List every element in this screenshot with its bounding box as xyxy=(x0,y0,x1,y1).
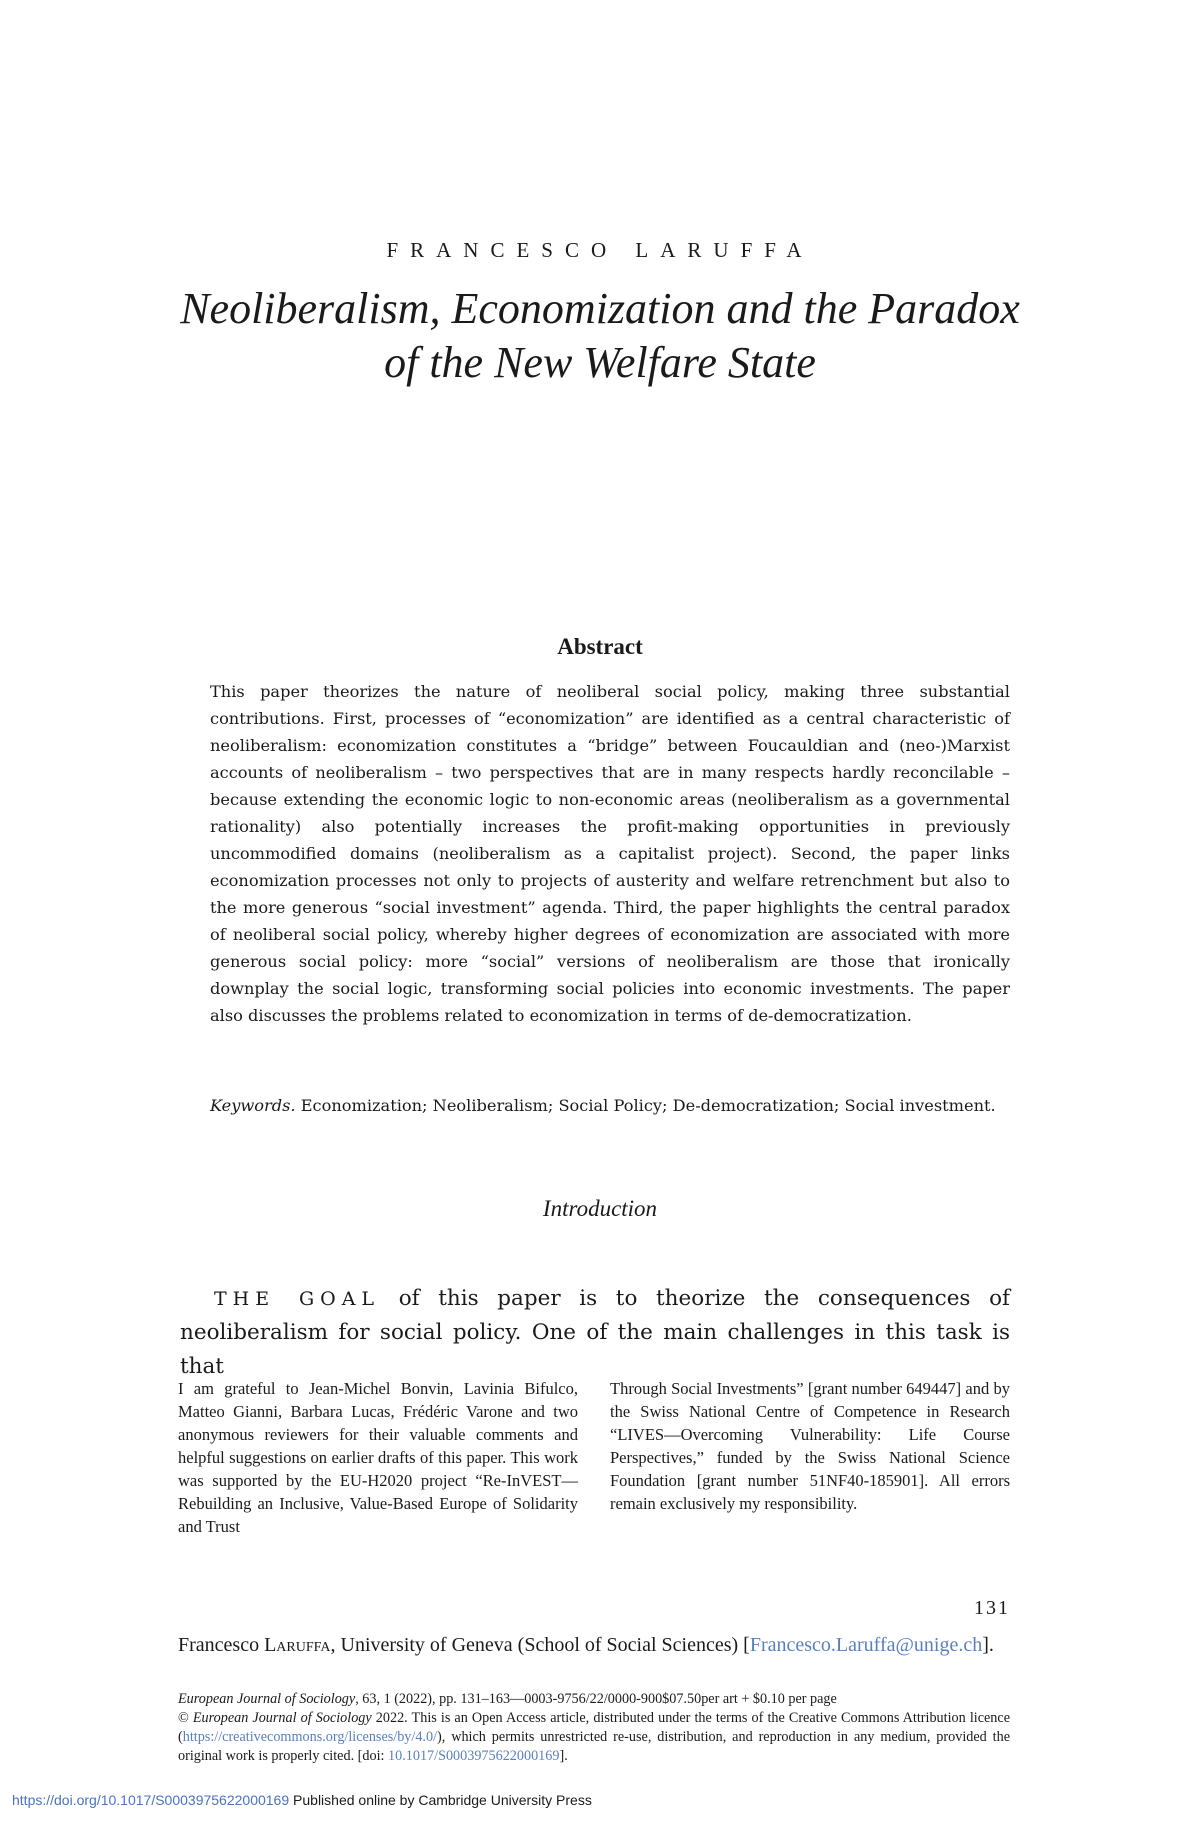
author-name: FRANCESCO LARUFFA xyxy=(386,238,814,262)
affiliation-institution: , University of Geneva (School of Social Sciences) [ xyxy=(330,1634,750,1656)
author-affiliation xyxy=(178,1631,1018,1659)
keywords xyxy=(210,1092,1010,1119)
license-rest: ), which permits unrestricted re-use, distribution, and reproduction in any medium, provided the original work is properly cited. [doi: xyxy=(178,1729,1010,1764)
title-line-1: Neoliberalism, Economization and the Paradox xyxy=(180,284,1020,333)
author-email-link[interactable]: Francesco.Laruffa@unige.ch xyxy=(749,1634,983,1656)
journal-info xyxy=(178,1690,1010,1766)
introduction-paragraph xyxy=(180,1282,1010,1384)
footnote-right-column: Through Social Investments” [grant number 649447] and by the Swiss National Centre of Competence in Research “LIVES—Overcoming Vulnerability: Life Course Perspectives,” funded by the Swiss National Science Foundation [grant number 51NF40-185901]. All errors remain exclusively my responsibility. xyxy=(610,1379,1010,1513)
keywords-list: Economization; Neoliberalism; Social Policy; De-democratization; Social investment. xyxy=(300,1096,996,1115)
abstract-heading: Abstract xyxy=(557,634,643,659)
footer-published: Published online by Cambridge University Press xyxy=(289,1792,592,1808)
doi-link[interactable]: 10.1017/S0003975622000169 xyxy=(388,1748,560,1764)
keywords-label: Keywords. xyxy=(210,1096,296,1115)
lead-words: THE GOAL xyxy=(214,1288,381,1310)
introduction-text: of this paper is to theorize the consequences of neoliberalism for social policy. One of the main challenges in this task is that xyxy=(180,1286,1010,1379)
footnote-left-column: I am grateful to Jean-Michel Bonvin, Lavinia Bifulco, Matteo Gianni, Barbara Lucas, Frédéric Varone and two anonymous reviewers for their valuable comments and helpful suggestions on earlier drafts of this paper. This work was supported by the EU-H2020 project “Re-InVEST—Rebuilding an Inclusive, Value-Based Europe of Solidarity and Trust xyxy=(178,1379,578,1536)
doi-close: ]. xyxy=(559,1748,568,1764)
abstract-text: This paper theorizes the nature of neoliberal social policy, making three substantial contributions. First, processes of “economization” are identified as a central characteristic of neoliberalism: economization constitutes a “bridge” between Foucauldian and (neo-)Marxist accounts of neoliberalism – two perspectives that are in many respects hardly reconcilable – because extending the economic logic to non-economic areas (neoliberalism as a governmental rationality) also potentially increases the profit-making opportunities in previously uncommodified domains (neoliberalism as a capitalist project). Second, the paper links economization processes not only to projects of austerity and welfare retrenchment but also to the more generous “social investment” agenda. Third, the paper highlights the central paradox of neoliberal social policy, whereby higher degrees of economization are associated with more generous social policy: more “social” versions of neoliberalism are those that ironically downplay the social logic, transforming social policies into economic investments. The paper also discusses the problems related to economization in terms of de-democratization. xyxy=(210,682,1010,1025)
affiliation-first-name: Francesco xyxy=(178,1634,260,1656)
license-link[interactable]: https://creativecommons.org/licenses/by/4.0/ xyxy=(182,1729,438,1745)
footer-doi-link[interactable]: https://doi.org/10.1017/S0003975622000169 xyxy=(12,1792,290,1808)
paper-title xyxy=(0,282,1200,390)
introduction-heading: Introduction xyxy=(542,1196,658,1221)
title-line-2: of the New Welfare State xyxy=(384,338,816,387)
journal-name: European Journal of Sociology xyxy=(178,1691,356,1707)
page-number: 131 xyxy=(974,1597,1010,1619)
journal-citation: , 63, 1 (2022), pp. 131–163—0003-9756/22/0000-900$07.50per art + $0.10 per page xyxy=(355,1691,837,1707)
affiliation-close: ]. xyxy=(982,1634,994,1656)
affiliation-last-name: Laruffa xyxy=(264,1634,331,1656)
copyright-symbol: © xyxy=(178,1710,193,1726)
copyright-journal: European Journal of Sociology xyxy=(192,1710,372,1726)
footer-bar xyxy=(12,1792,1192,1808)
license-text: 2022. This is an Open Access article, distributed under the terms of the Creative Commons Attribution licence ( xyxy=(178,1710,1010,1745)
